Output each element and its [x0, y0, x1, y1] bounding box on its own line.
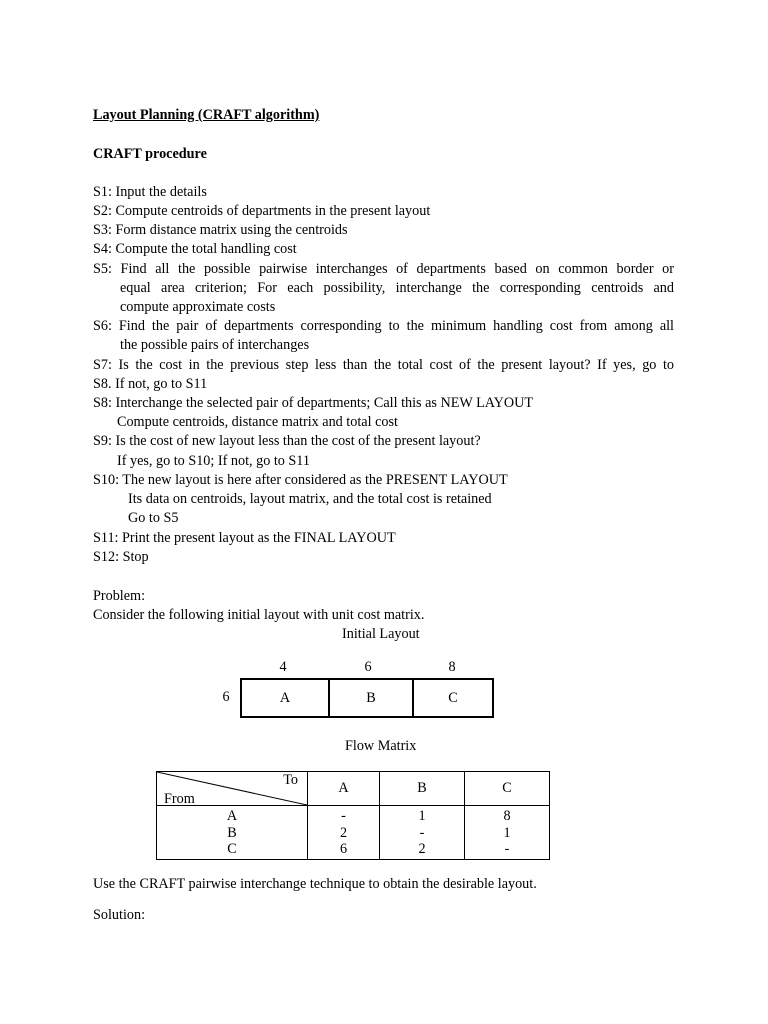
- cell-a-b: 1: [418, 808, 426, 824]
- step-s8-line2: Compute centroids, distance matrix and total cost: [117, 414, 398, 430]
- problem-label: Problem:: [93, 588, 146, 604]
- initial-layout-diagram: [240, 678, 494, 718]
- solution-label: Solution:: [93, 907, 146, 923]
- department-c: C: [412, 680, 492, 716]
- step-s7-line1: S7: Is the cost in the previous step less than the total cost of the present layout? If yes, go to: [93, 357, 674, 373]
- column-values-a: [308, 806, 380, 860]
- step-s6-line1: S6: Find the pair of departments corresponding to the minimum handling cost from among all: [93, 318, 674, 334]
- step-s1: S1: Input the details: [93, 184, 207, 200]
- cell-c-c: -: [504, 841, 510, 857]
- cell-b-a: 2: [339, 824, 348, 841]
- flow-matrix-caption: Flow Matrix: [345, 738, 417, 754]
- cell-a-a: -: [341, 808, 346, 824]
- row-labels: [157, 806, 308, 860]
- cell-c-b: 2: [418, 841, 426, 857]
- step-s4: S4: Compute the total handling cost: [93, 241, 297, 257]
- row-label-c: C: [227, 841, 237, 857]
- initial-layout-caption: Initial Layout: [342, 626, 420, 642]
- dept-width-label-c: 8: [448, 659, 456, 675]
- step-s2: S2: Compute centroids of departments in the present layout: [93, 203, 431, 219]
- cell-b-b: -: [419, 824, 425, 841]
- column-header-b: B: [380, 772, 465, 806]
- dept-width-label-b: 6: [364, 659, 372, 675]
- step-s5-line1: S5: Find all the possible pairwise interchanges of departments based on common border or: [93, 261, 674, 277]
- step-s5-line3: compute approximate costs: [120, 299, 276, 315]
- dept-width-label-a: 4: [279, 659, 287, 675]
- row-label-a: A: [226, 808, 238, 824]
- cell-b-c: 1: [503, 824, 511, 841]
- step-s12: S12: Stop: [93, 549, 149, 565]
- column-values-c: [465, 806, 550, 860]
- column-header-a: A: [308, 772, 380, 806]
- department-a: A: [279, 689, 291, 706]
- step-s6-line2: the possible pairs of interchanges: [120, 337, 310, 353]
- page-title: Layout Planning (CRAFT algorithm): [93, 107, 320, 123]
- step-s5-line2: equal area criterion; For each possibility, interchange the corresponding centroids and: [120, 280, 674, 296]
- step-s8-line1: S8: Interchange the selected pair of departments; Call this as NEW LAYOUT: [93, 395, 534, 411]
- step-s9-line1: S9: Is the cost of new layout less than the cost of the present layout?: [93, 433, 481, 449]
- instruction-text: Use the CRAFT pairwise interchange technique to obtain the desirable layout.: [93, 876, 537, 892]
- problem-text: Consider the following initial layout with unit cost matrix.: [93, 607, 425, 623]
- flow-matrix-table: [156, 771, 550, 860]
- step-s10-line1: S10: The new layout is here after considered as the PRESENT LAYOUT: [93, 472, 508, 488]
- step-s9-line2: If yes, go to S10; If not, go to S11: [117, 453, 310, 469]
- from-label: From: [164, 791, 195, 807]
- column-values-b: [380, 806, 465, 860]
- column-header-c: C: [465, 772, 550, 806]
- step-s10-line3: Go to S5: [128, 510, 179, 526]
- section-heading: CRAFT procedure: [93, 146, 207, 162]
- step-s3: S3: Form distance matrix using the centroids: [93, 222, 348, 238]
- flow-matrix-corner: [157, 772, 308, 806]
- layout-height-label: 6: [222, 689, 230, 705]
- step-s11: S11: Print the present layout as the FINAL LAYOUT: [93, 530, 396, 546]
- step-s7-line2: S8. If not, go to S11: [93, 376, 208, 392]
- step-s10-line2: Its data on centroids, layout matrix, and the total cost is retained: [128, 491, 492, 507]
- department-b: B: [328, 680, 412, 716]
- cell-a-c: 8: [503, 808, 511, 824]
- cell-c-a: 6: [339, 841, 348, 857]
- to-label: To: [283, 772, 298, 788]
- row-label-b: B: [227, 824, 237, 841]
